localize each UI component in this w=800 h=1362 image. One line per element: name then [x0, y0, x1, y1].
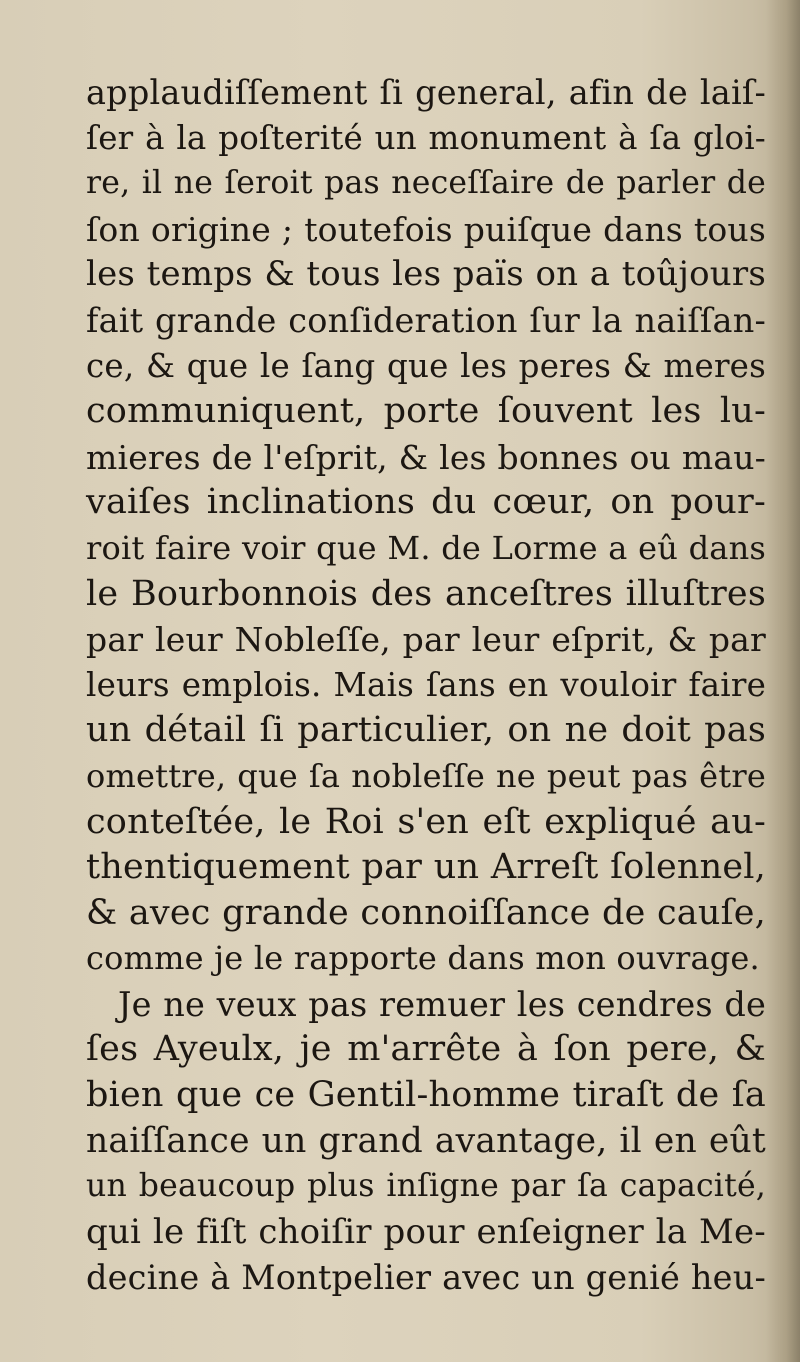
page-gutter-shadow — [766, 0, 800, 1362]
text-line: ſon origine ; toutefois puiſque dans tous — [86, 209, 766, 249]
text-line: un détail ſi particulier, on ne doit pas — [86, 710, 766, 751]
text-line: roit faire voir que M. de Lorme a eû dans — [86, 528, 766, 567]
text-line: le Bourbonnois des anceſtres illuſtres — [86, 573, 766, 614]
text-line: ſer à la poſterité un monument à ſa gloi- — [86, 118, 766, 157]
page-text — [86, 70, 766, 1301]
text-line: fait grande conſideration ſur la naiſſan- — [86, 300, 766, 340]
text-line: conteſtée, le Roi s'en eſt expliqué au- — [86, 801, 766, 842]
text-line: naiſſance un grand avantage, il en eût — [86, 1120, 766, 1161]
text-line: bien que ce Gentil-homme tiraſt de ſa — [86, 1075, 766, 1116]
text-line: leurs emplois. Mais ſans en vouloir faire — [86, 665, 766, 704]
text-line: comme je le rapporte dans mon ouvrage. — [86, 939, 760, 978]
text-line: re, il ne ſeroit pas neceſſaire de parler de — [86, 165, 766, 202]
text-line: applaudiſſement ſi general, afin de laiſ- — [86, 73, 766, 112]
text-line: les temps & tous les païs on a toûjours — [86, 254, 766, 295]
text-line: ce, & que le ſang que les peres & meres — [86, 346, 766, 385]
text-line: & avec grande connoiſſance de cauſe, — [86, 892, 766, 933]
text-line: communiquent, porte ſouvent les lu- — [86, 391, 766, 432]
text-line: omettre, que ſa nobleſſe ne peut pas être — [86, 756, 766, 795]
text-line: vaiſes inclinations du cœur, on pour- — [86, 482, 766, 523]
text-line: Je ne veux pas remuer les cendres de — [118, 984, 766, 1024]
text-line: decine à Montpelier avec un genié heu- — [86, 1258, 766, 1298]
text-line: un beaucoup plus inſigne par ſa capacité, — [86, 1168, 766, 1205]
text-line: qui le fiſt choiſir pour enſeigner la Me- — [86, 1211, 766, 1252]
text-line: thentiquement par un Arreſt ſolennel, — [86, 847, 766, 888]
text-line: mieres de l'eſprit, & les bonnes ou mau- — [86, 437, 766, 477]
text-line: ſes Ayeulx, je m'arrête à ſon pere, & — [86, 1029, 766, 1070]
text-line: par leur Nobleſſe, par leur eſprit, & par — [86, 620, 766, 660]
